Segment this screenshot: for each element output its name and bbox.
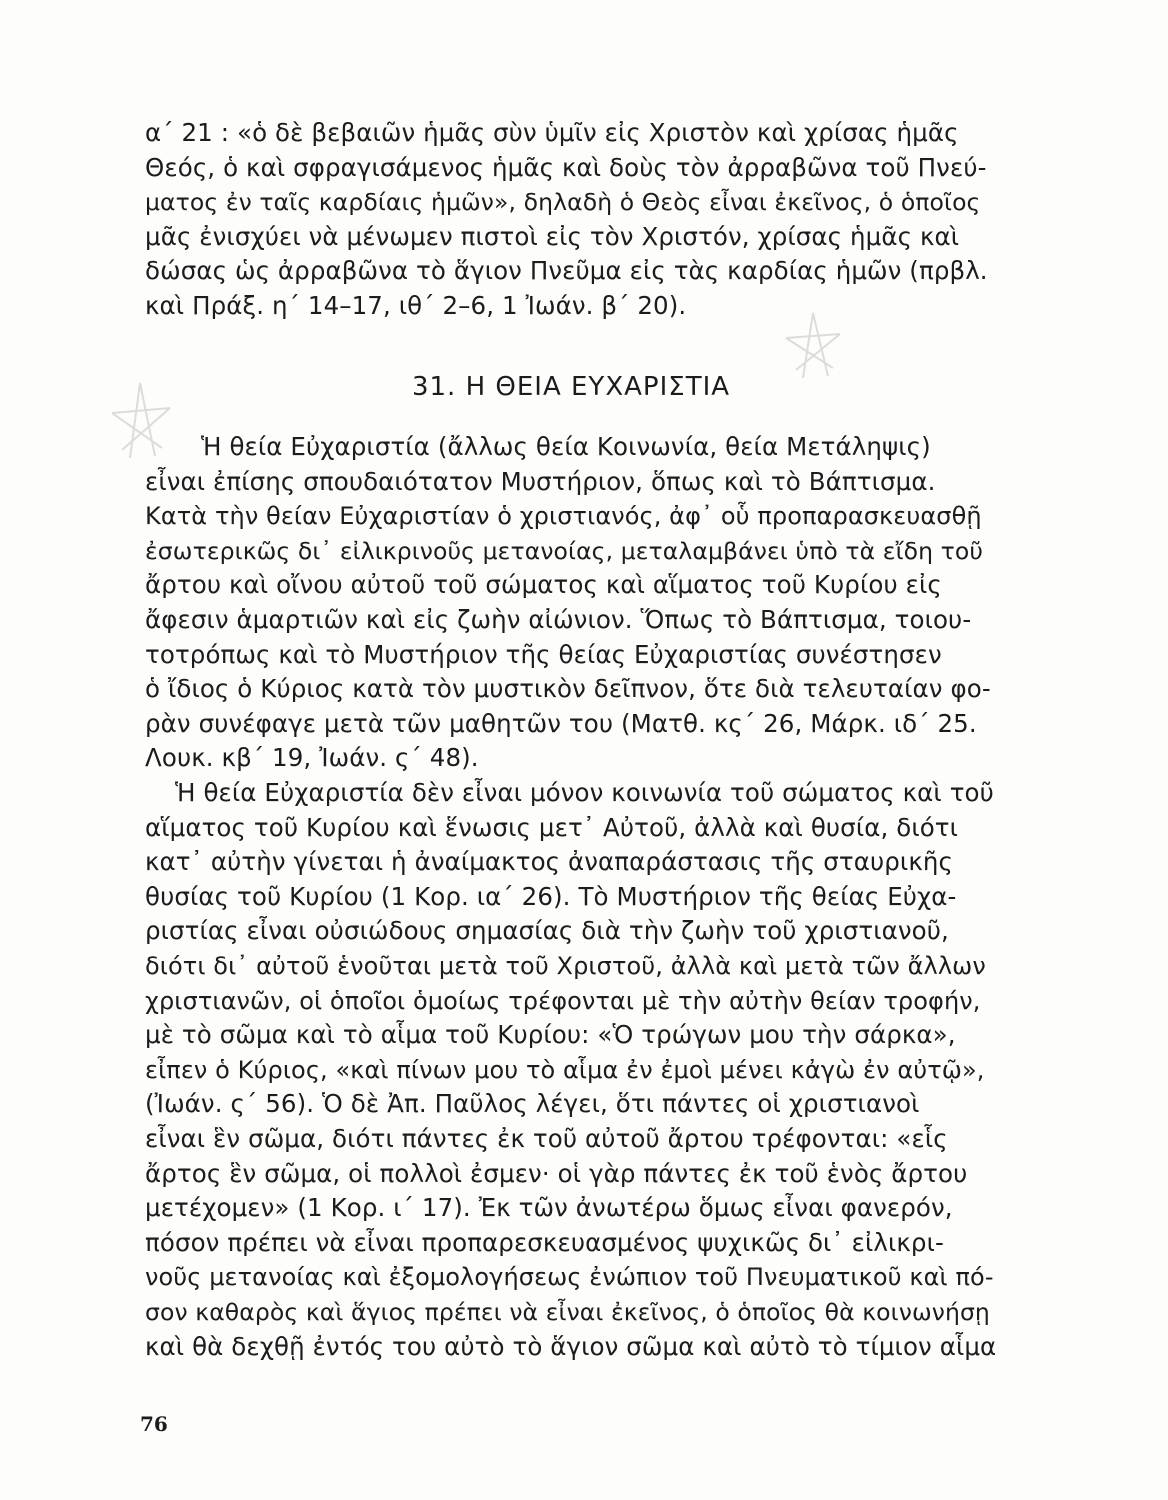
text-line: ἄφεσιν ἁμαρτιῶν καὶ εἰς ζωὴν αἰώνιον. Ὅπως τὸ Βάπτισμα, τοιου- bbox=[145, 604, 972, 634]
text-line: ἄρτος ἓν σῶμα, οἱ πολλοὶ ἐσμεν· οἱ γὰρ πάντες ἐκ τοῦ ἑνὸς ἄρτου bbox=[145, 1158, 968, 1188]
paragraph-intro bbox=[145, 116, 997, 324]
paragraph-eucharist-definition bbox=[145, 430, 997, 776]
text-line: καὶ Πράξ. η΄ 14–17, ιθ΄ 2–6, 1 Ἰωάν. β΄ 20). bbox=[145, 290, 687, 320]
text-line: θυσίας τοῦ Κυρίου (1 Κορ. ια΄ 26). Τὸ Μυστήριον τῆς θείας Εὐχα- bbox=[145, 881, 957, 911]
text-line: μετέχομεν» (1 Κορ. ι΄ 17). Ἐκ τῶν ἀνωτέρω ὅμως εἶναι φανερόν, bbox=[145, 1193, 953, 1223]
text-line: κατ᾿ αὐτὴν γίνεται ἡ ἀναίμακτος ἀναπαράστασις τῆς σταυρικῆς bbox=[145, 847, 953, 877]
text-line: εἶπεν ὁ Κύριος, «καὶ πίνων μου τὸ αἷμα ἐν ἐμοὶ μένει κἀγὼ ἐν αὐτῷ», bbox=[145, 1055, 985, 1084]
text-line: ριστίας εἶναι οὐσιώδους σημασίας διὰ τὴν ζωὴν τοῦ χριστιανοῦ, bbox=[145, 916, 949, 946]
text-line: τοτρόπως καὶ τὸ Μυστήριον τῆς θείας Εὐχαριστίας συνέστησεν bbox=[145, 639, 942, 669]
text-line: Θεός, ὁ καὶ σφραγισάμενος ἡμᾶς καὶ δοὺς τὸν ἀρραβῶνα τοῦ Πνεύ- bbox=[145, 152, 987, 182]
text-line: Λουκ. κβ΄ 19, Ἰωάν. ς΄ 48). bbox=[145, 743, 479, 773]
text-line: (Ἰωάν. ς΄ 56). Ὁ δὲ Ἀπ. Παῦλος λέγει, ὅτι πάντες οἱ χριστιανοὶ bbox=[145, 1089, 920, 1119]
text-line: ὁ ἴδιος ὁ Κύριος κατὰ τὸν μυστικὸν δεῖπνον, ὅτε διὰ τελευταίαν φο- bbox=[145, 674, 991, 704]
text-line: διότι δι᾿ αὐτοῦ ἑνοῦται μετὰ τοῦ Χριστοῦ, ἀλλὰ καὶ μετὰ τῶν ἄλλων bbox=[145, 951, 986, 980]
text-line: ἐσωτερικῶς δι᾿ εἰλικρινοῦς μετανοίας, μεταλαμβάνει ὑπὸ τὰ εἴδη τοῦ bbox=[145, 536, 984, 565]
text-line: δώσας ὡς ἀρραβῶνα τὸ ἅγιον Πνεῦμα εἰς τὰς καρδίας ἡμῶν (πρβλ. bbox=[145, 256, 988, 286]
text-line: ρὰν συνέφαγε μετὰ τῶν μαθητῶν του (Ματθ. κς΄ 26, Μάρκ. ιδ΄ 25. bbox=[145, 708, 977, 738]
text-line: ἄρτου καὶ οἴνου αὐτοῦ τοῦ σώματος καὶ αἵματος τοῦ Κυρίου εἰς bbox=[145, 570, 942, 600]
text-line: εἶναι ἓν σῶμα, διότι πάντες ἐκ τοῦ αὐτοῦ ἄρτου τρέφονται: «εἷς bbox=[145, 1123, 948, 1153]
text-line: αἵματος τοῦ Κυρίου καὶ ἕνωσις μετ᾿ Αὐτοῦ, ἀλλὰ καὶ θυσία, διότι bbox=[145, 812, 959, 842]
text-line: μᾶς ἐνισχύει νὰ μένωμεν πιστοὶ εἰς τὸν Χριστόν, χρίσας ἡμᾶς καὶ bbox=[145, 221, 960, 251]
text-line: καὶ θὰ δεχθῇ ἐντός του αὐτὸ τὸ ἅγιον σῶμα καὶ αὐτὸ τὸ τίμιον αἷμα bbox=[145, 1331, 997, 1361]
text-line: μὲ τὸ σῶμα καὶ τὸ αἷμα τοῦ Κυρίου: «Ὁ τρώγων μου τὴν σάρκα», bbox=[145, 1020, 956, 1050]
text-line: ματος ἐν ταῖς καρδίαις ἡμῶν», δηλαδὴ ὁ Θεὸς εἶναι ἐκεῖνος, ὁ ὁποῖος bbox=[145, 188, 981, 217]
text-line: εἶναι ἐπίσης σπουδαιότατον Μυστήριον, ὅπως καὶ τὸ Βάπτισμα. bbox=[145, 466, 936, 496]
text-line: Ἡ θεία Εὐχαριστία δὲν εἶναι μόνον κοινωνία τοῦ σώματος καὶ τοῦ bbox=[175, 778, 994, 807]
text-line: α΄ 21 : «ὁ δὲ βεβαιῶν ἡμᾶς σὺν ὑμῖν εἰς Χριστὸν καὶ χρίσας ἡμᾶς bbox=[145, 118, 959, 147]
paragraph-eucharist-sacrifice bbox=[145, 776, 997, 1364]
text-line: πόσον πρέπει νὰ εἶναι προπαρεσκευασμένος ψυχικῶς δι᾿ εἰλικρι- bbox=[145, 1227, 944, 1257]
text-line: Κατὰ τὴν θείαν Εὐχαριστίαν ὁ χριστιανός, ἀφ᾿ οὗ προπαρασκευασθῇ bbox=[145, 502, 982, 531]
page-number: 76 bbox=[140, 1412, 168, 1436]
text-line: χριστιανῶν, οἱ ὁποῖοι ὁμοίως τρέφονται μὲ τὴν αὐτὴν θείαν τροφήν, bbox=[145, 986, 981, 1015]
text-line: Ἡ θεία Εὐχαριστία (ἄλλως θεία Κοινωνία, θεία Μετάληψις) bbox=[201, 432, 931, 461]
text-line: νοῦς μετανοίας καὶ ἐξομολογήσεως ἐνώπιον τοῦ Πνευματικοῦ καὶ πό- bbox=[145, 1263, 994, 1292]
text-line: σον καθαρὸς καὶ ἅγιος πρέπει νὰ εἶναι ἐκεῖνος, ὁ ὁποῖος θὰ κοινωνήσῃ bbox=[145, 1297, 990, 1326]
section-heading: 31. Η ΘΕΙΑ ΕΥΧΑΡΙΣΤΙΑ bbox=[411, 372, 731, 402]
